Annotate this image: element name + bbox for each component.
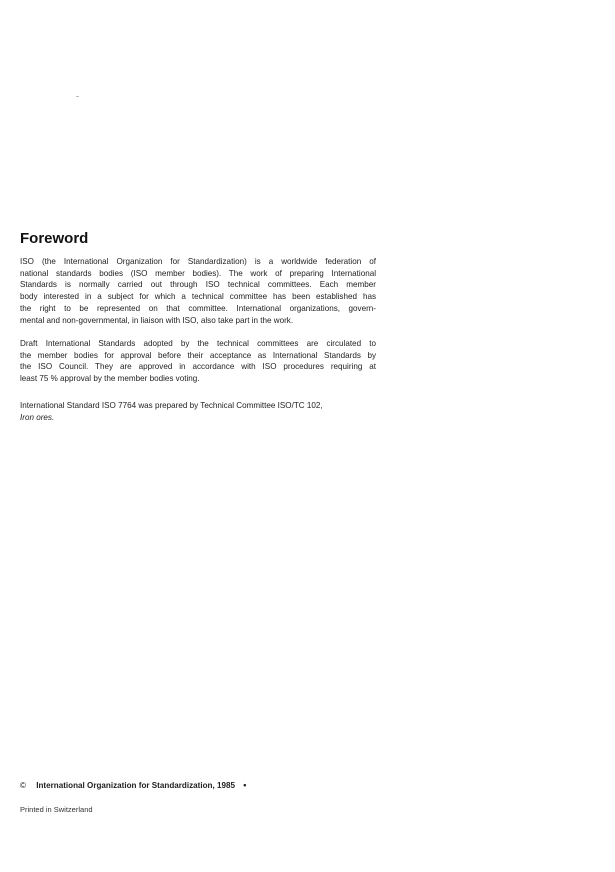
committee-title: Iron ores.: [20, 412, 55, 422]
foreword-paragraph-1: [20, 256, 376, 326]
paragraph-line: the right to be represented on that committee. International organizations, govern-: [20, 303, 376, 313]
paragraph-line: the ISO Council. They are approved in accordance with ISO procedures requiring at: [20, 362, 376, 372]
paragraph-line: Standards is normally carried out through ISO technical committees. Each member: [20, 280, 376, 290]
foreword-paragraph-3: [20, 400, 376, 423]
paragraph-line: least 75 % approval by the member bodies voting.: [20, 374, 200, 384]
copyright-text: International Organization for Standardization, 1985: [36, 781, 235, 790]
scan-speck: [76, 96, 79, 97]
copyright-notice: [20, 780, 246, 790]
copyright-symbol: ©: [20, 781, 26, 790]
printed-in: Printed in Switzerland: [20, 805, 93, 814]
foreword-paragraph-2: [20, 338, 376, 385]
foreword-heading: Foreword: [20, 230, 89, 247]
bullet-icon: •: [243, 780, 247, 790]
paragraph-line: mental and non-governmental, in liaison with ISO, also take part in the work.: [20, 315, 294, 325]
paragraph-line: Draft International Standards adopted by the technical committees are circulated to: [20, 339, 376, 348]
paragraph-line: ISO (the International Organization for Standardization) is a worldwide federation of: [20, 257, 376, 266]
paragraph-line: national standards bodies (ISO member bodies). The work of preparing International: [20, 268, 376, 278]
paragraph-line: International Standard ISO 7764 was prepared by Technical Committee ISO/TC 102,: [20, 401, 323, 410]
paragraph-line: body interested in a subject for which a technical committee has been established has: [20, 292, 376, 302]
paragraph-line: the member bodies for approval before their acceptance as International Standards by: [20, 350, 376, 360]
